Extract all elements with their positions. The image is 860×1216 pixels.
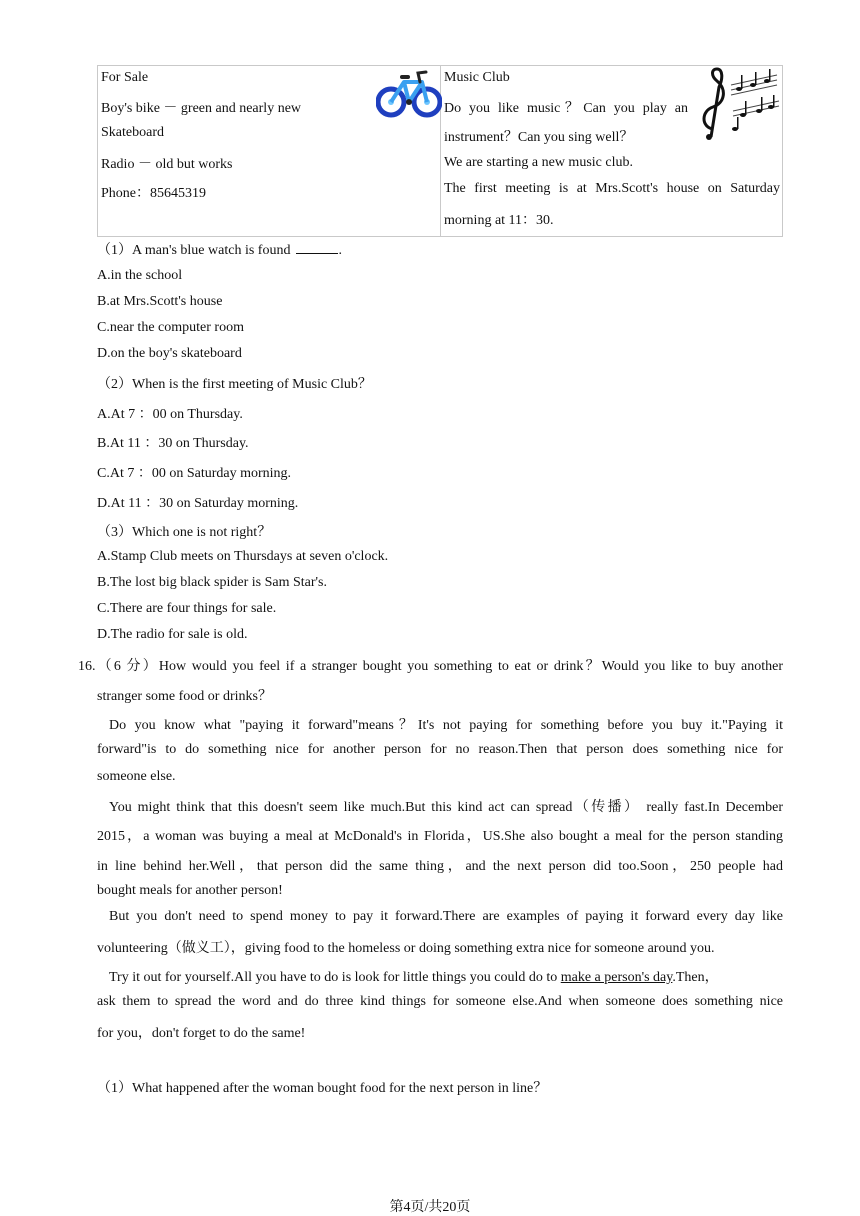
q15-1-stem [97,239,342,259]
q15-1-option-a: A.in the school [97,268,183,283]
underlined-phrase: make a person's day [560,970,673,985]
ads-table [97,65,783,237]
answer-blank[interactable] [296,241,338,254]
q15-1-option-c: C.near the computer room [97,320,244,335]
music-club-line-4: The first meeting is at Mrs.Scott's house on Saturday [444,181,780,196]
bicycle-icon [376,68,442,120]
q15-1-option-d: D.on the boy's skateboard [97,346,242,361]
q15-2-option-b: B.At 11 ：30 on Thursday. [97,436,249,451]
passage-p2-line-4: bought meals for another person! [97,883,283,898]
passage-p3-line-1: But you don't need to spend money to pay it forward.There are examples of paying it forward every day like [109,909,783,924]
q16-heading-line-1: 16.（6 分）How would you feel if a stranger bought you something to eat or drink？Would you like to buy another [78,659,783,674]
passage-p1-line-3: someone else. [97,769,176,784]
q15-2-option-c: C.At 7 ：00 on Saturday morning. [97,466,292,481]
for-sale-item-bike: Boy's bike － green and nearly new [101,101,302,116]
q16-heading-line-2: stranger some food or drinks？ [97,689,272,704]
music-notes-icon [697,67,781,141]
q15-1-stem-text: （1）A man's blue watch is found [97,243,291,258]
for-sale-item-radio: Radio － old but works [101,157,233,172]
for-sale-phone: Phone：85645319 [101,186,206,201]
passage-p4-text-a: Try it out for yourself.All you have to do is look for little things you could do to [109,970,561,985]
music-club-cell [441,66,783,237]
music-club-line-1: Do you like music？Can you play an [444,101,688,116]
for-sale-title: For Sale [101,70,149,85]
q15-3-option-a: A.Stamp Club meets on Thursdays at seven o'clock. [97,549,389,564]
passage-p4-text-b: .Then， [672,970,719,985]
passage-p1-line-2: forward"is to do something nice for another person for no reason.Then that person does something nice for [97,742,783,757]
q15-3-option-b: B.The lost big black spider is Sam Star's. [97,575,328,590]
passage-p4-line-3: for you，don't forget to do the same! [97,1026,306,1041]
q15-3-stem: （3）Which one is not right？ [97,525,272,540]
passage-p4-line-1 [109,966,783,986]
q15-3-option-c: C.There are four things for sale. [97,601,277,616]
q15-1-stem-end: . [338,243,342,258]
passage-p2-line-1: You might think that this doesn't seem like much.But this kind act can spread（传播） really fast.In December [109,800,783,815]
music-club-title: Music Club [444,70,510,85]
music-club-line-3: We are starting a new music club. [444,155,633,170]
for-sale-cell [98,66,441,237]
passage-p4-line-2: ask them to spread the word and do three kind things for someone else.And when someone does something nice [97,994,783,1009]
passage-p2-line-2: 2015，a woman was buying a meal at McDonald's in Florida，US.She also bought a meal for the person standing [97,829,783,844]
q15-1-option-b: B.at Mrs.Scott's house [97,294,223,309]
q15-2-stem: （2）When is the first meeting of Music Club？ [97,377,372,392]
music-club-line-2: instrument？Can you sing well？ [444,130,634,145]
q15-3-option-d: D.The radio for sale is old. [97,627,248,642]
q15-2-option-d: D.At 11 ：30 on Saturday morning. [97,496,299,511]
q16-1-stem: （1）What happened after the woman bought food for the next person in line？ [97,1081,548,1096]
q15-2-option-a: A.At 7 ：00 on Thursday. [97,407,243,422]
music-club-line-5: morning at 11：30. [444,213,554,228]
passage-p1-line-1: Do you know what "paying it forward"means？It's not paying for something before you buy it."Paying it [109,718,783,733]
page-number: 第4页/共20页 [389,1200,471,1215]
passage-p3-line-2: volunteering（做义工），giving food to the homeless or doing something extra nice for someone around you. [97,941,715,956]
passage-p2-line-3: in line behind her.Well，that person did the same thing，and the next person did too.Soon，250 people had [97,859,783,874]
for-sale-item-skateboard: Skateboard [101,125,164,140]
